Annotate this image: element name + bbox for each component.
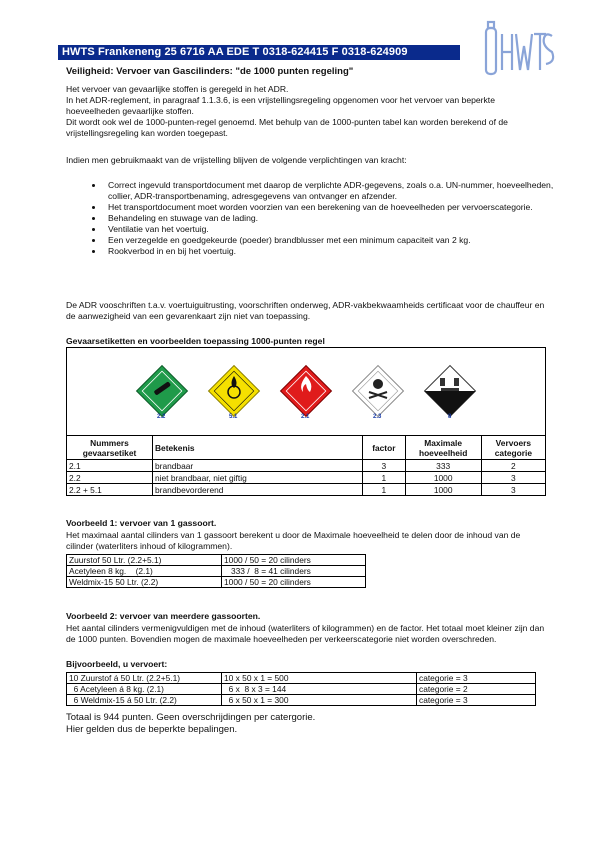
sign-label-2-1: 2.1: [301, 414, 310, 420]
table-cell: 2.2: [67, 472, 153, 484]
skull-icon: [351, 364, 405, 418]
sign-label-2-3: 2.3: [373, 414, 382, 420]
table-cell: categorie = 3: [417, 695, 536, 706]
intro-line-3: Dit wordt ook wel de 1000-punten-regel genoemd. Met behulp van de 1000-punten tabel kan worden berekend of de vrijstellingsregeling kan worden toegepast.: [66, 117, 508, 138]
conclusion-note: Hier gelden dus de beperkte bepalingen.: [66, 724, 238, 735]
table-cell: categorie = 3: [417, 673, 536, 684]
table-cell: 2.1: [67, 460, 153, 472]
example-1-title: Voorbeeld 1: vervoer van 1 gassoort.: [66, 518, 217, 528]
table-cell: 6 x 50 x 1 = 300: [222, 695, 417, 706]
example-1-table: [66, 554, 366, 588]
table-cell: 3: [481, 484, 545, 496]
table-cell: 333: [405, 460, 481, 472]
table-cell: 1000: [405, 484, 481, 496]
example-1-text: Het maximaal aantal cilinders van 1 gassoort berekent u door de Maximale hoeveelheid te delen door de inhoud van de cilinder (waterliters inhoud of kilogrammen).: [66, 530, 521, 551]
list-item: • Ventilatie van het voertuig.: [104, 224, 574, 235]
flame-icon: [279, 364, 333, 418]
intro-line-1: Het vervoer van gevaarlijke stoffen is geregeld in het ADR.: [66, 84, 289, 94]
table-cell: Weldmix-15 50 Ltr. (2.2): [67, 577, 222, 588]
list-item: • Correct ingevuld transportdocument met daarop de verplichte ADR-gegevens, zoals o.a. UN-nummer, hoeveelheden, collier, ADR-transportbenaming, adresgegevens van ontvanger en afzender.: [104, 180, 574, 202]
table-cell: 3: [363, 460, 405, 472]
table-cell: 10 x 50 x 1 = 500: [222, 673, 417, 684]
table-header-row: [67, 436, 546, 460]
table-cell: brandbevorderend: [153, 484, 363, 496]
table-cell: 6 Weldmix-15 á 50 Ltr. (2.2): [67, 695, 222, 706]
signs-section-title: Gevaarsetiketten en voorbeelden toepassing 1000-punten regel: [66, 336, 325, 346]
table-cell: categorie = 2: [417, 684, 536, 695]
intro-line-2: In het ADR-reglement, in paragraaf 1.1.3.6, is een vrijstellingsregeling opgenomen voor het vervoer van beperkte hoeveelheden gevaarlijke stoffen.: [66, 95, 495, 116]
table-row: [67, 555, 366, 566]
sign-label-2-2: 2.2: [157, 414, 166, 420]
column-header: Nummers gevaarsetiket: [67, 436, 153, 460]
table-row: [67, 566, 366, 577]
example-2-title: Voorbeeld 2: vervoer van meerdere gassoorten.: [66, 611, 261, 621]
table-row: [67, 460, 546, 472]
sign-label-5-1: 5.1: [229, 414, 238, 420]
column-header: Vervoers categorie: [481, 436, 545, 460]
gas-cylinder-icon: [135, 364, 189, 418]
table-cell: 1000 / 50 = 20 cilinders: [222, 555, 366, 566]
table-row: [67, 695, 536, 706]
page-subtitle: Veiligheid: Vervoer van Gascilinders: "de 1000 punten regeling": [66, 66, 354, 77]
column-header: Maximale hoeveelheid: [405, 436, 481, 460]
hazard-signs-panel: [66, 347, 546, 436]
not-applicable-paragraph: De ADR vooschriften t.a.v. voertuiguitrusting, voorschriften onderweg, ADR-vakbekwaamheids certificaat voor de chauffeur en de aanwezigheid van een gevarenkaart zijn niet van toepassing.: [66, 300, 545, 321]
corrosive-icon: [423, 364, 477, 418]
list-item: • Rookverbod in en bij het voertuig.: [104, 246, 574, 257]
table-cell: 2.2 + 5.1: [67, 484, 153, 496]
table-row: [67, 684, 536, 695]
table-cell: 3: [481, 472, 545, 484]
oxidizer-flame-icon: [207, 364, 261, 418]
table-cell: Acetyleen 8 kg. (2.1): [67, 566, 222, 577]
list-item: • Het transportdocument moet worden voorzien van een berekening van de hoeveelheden per vervoerscategorie.: [104, 202, 574, 213]
table-cell: 1000: [405, 472, 481, 484]
table-cell: 1: [363, 472, 405, 484]
hazard-table: [66, 435, 546, 496]
table-cell: 1000 / 50 = 20 cilinders: [222, 577, 366, 588]
example-2-text: Het aantal cilinders vermenigvuldigen met de inhoud (waterliters of kilogrammen) en de factor. Het totaal moet kleiner zijn dan de 1000 punten. Bovendien mogen de maximale hoeveelheden per verkeerscategorie niet worden overschreden.: [66, 623, 545, 644]
table-cell: 2: [481, 460, 545, 472]
table-cell: 333 / 8 = 41 cilinders: [222, 566, 366, 577]
table-cell: 1: [363, 484, 405, 496]
list-item: • Een verzegelde en goedgekeurde (poeder) brandblusser met een minimum capaciteit van 2 kg.: [104, 235, 574, 246]
example-2-table: [66, 672, 536, 706]
table-cell: 6 x 8 x 3 = 144: [222, 684, 417, 695]
table-cell: Zuurstof 50 Ltr. (2.2+5.1): [67, 555, 222, 566]
table-row: [67, 577, 366, 588]
table-row: [67, 673, 536, 684]
hwts-logo: [478, 18, 556, 80]
table-row: [67, 484, 546, 496]
company-contact-line: HWTS Frankeneng 25 6716 AA EDE T 0318-624415 F 0318-624909: [62, 46, 408, 58]
table-row: [67, 472, 546, 484]
table-cell: 10 Zuurstof á 50 Ltr. (2.2+5.1): [67, 673, 222, 684]
sign-label-8: 8: [448, 414, 452, 420]
obligations-intro: Indien men gebruikmaakt van de vrijstelling blijven de volgende verplichtingen van kracht:: [66, 155, 407, 165]
column-header: Betekenis: [153, 436, 363, 460]
column-header: factor: [363, 436, 405, 460]
example-2-subtitle: Bijvoorbeeld, u vervoert:: [66, 659, 168, 669]
obligations-list: [66, 180, 574, 257]
table-cell: niet brandbaar, niet giftig: [153, 472, 363, 484]
list-item: • Behandeling en stuwage van de lading.: [104, 213, 574, 224]
total-note: Totaal is 944 punten. Geen overschrijdingen per catergorie.: [66, 712, 316, 723]
table-cell: brandbaar: [153, 460, 363, 472]
table-cell: 6 Acetyleen á 8 kg. (2.1): [67, 684, 222, 695]
